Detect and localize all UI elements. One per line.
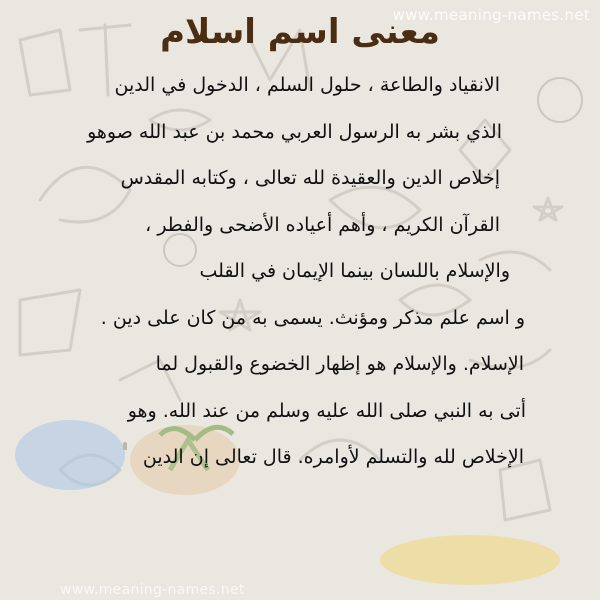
text-line: القرآن الكريم ، وأهم أعياده الأضحى والفطر ، — [145, 213, 500, 236]
text-line: أتى به النبي صلى الله عليه وسلم من عند الله. وهو — [127, 399, 526, 422]
text-line: الانقياد والطاعة ، حلول السلم ، الدخول في الدين — [114, 74, 500, 96]
text-line: والإسلام باللسان بينما الإيمان في القلب — [199, 260, 510, 282]
page-title: معنى اسم اسلام — [160, 12, 440, 52]
watermark-bottom: www.meaning-names.net — [60, 582, 245, 598]
watermark-top: www.meaning-names.net — [392, 6, 590, 24]
text-line: إخلاص الدين والعقيدة لله تعالى ، وكتابه المقدس — [120, 167, 500, 189]
text-line: الإخلاص لله والتسلم لأوامره. قال تعالى إن الدين — [142, 446, 524, 468]
text-line: و اسم علم مذكر ومؤنث. يسمى به من كان على دين . — [100, 306, 525, 329]
text-line: الذي بشر به الرسول العربي محمد بن عبد الله صوهو — [87, 120, 502, 143]
text-line: الإسلام. والإسلام هو إظهار الخضوع والقبول لما — [155, 353, 524, 375]
meaning-text-block — [0, 68, 600, 487]
